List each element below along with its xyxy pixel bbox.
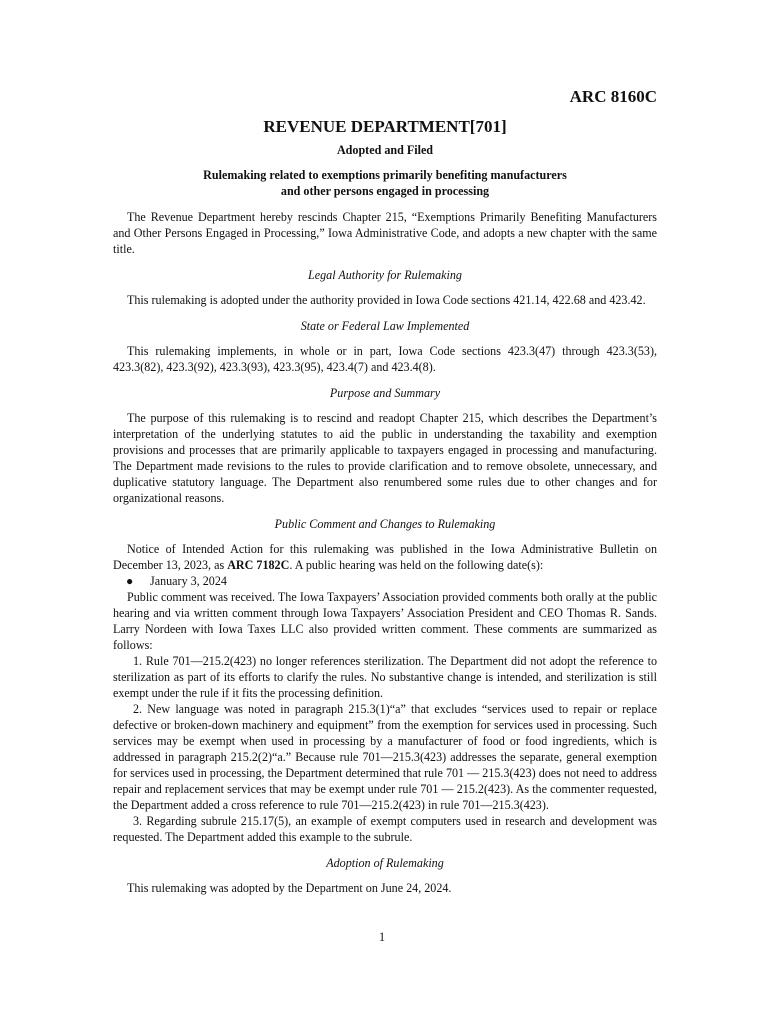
notice-arc-number: ARC 7182C <box>227 558 290 572</box>
law-implemented-text: This rulemaking implements, in whole or in part, Iowa Code sections 423.3(47) through 423.3(53), 423.3(82), 423.3(92), 423.3(93), 423.3(95), 423.4(7) and 423.4(8). <box>113 344 657 374</box>
notice-text-after: . A public hearing was held on the following date(s): <box>289 558 544 572</box>
notice-text-before: Notice of Intended Action for this rulemaking was published in the Iowa Administrative Bulletin on December 13, 2023, as <box>113 542 657 572</box>
hearing-date: January 3, 2024 <box>150 574 227 588</box>
department-title: REVENUE DEPARTMENT[701] <box>263 117 507 136</box>
status-line: Adopted and Filed <box>336 143 434 157</box>
arc-number: ARC 8160C <box>569 87 657 106</box>
comment-paragraph: Public comment was received. The Iowa Taxpayers’ Association provided comments both orally at the public hearing and via written comment through Iowa Taxpayers’ Association President and CEO Thomas R. Sands. Larry Nordeen with Iowa Taxes LLC also provided written comment. These comments are summarized as follows: <box>113 590 657 652</box>
legal-authority-heading: Legal Authority for Rulemaking <box>308 268 462 282</box>
comment-item-1: 1. Rule 701—215.2(423) no longer references sterilization. The Department did not adopt the reference to sterilization as part of its efforts to clarify the rules. No substantive change is intended, and sterilization is still exempt under the rule if it fits the processing definition. <box>113 654 657 700</box>
purpose-heading: Purpose and Summary <box>329 386 441 400</box>
rulemaking-subtitle <box>113 167 657 199</box>
subtitle-line-1: Rulemaking related to exemptions primarily benefiting manufacturers <box>203 168 567 182</box>
document-page <box>113 86 657 896</box>
public-comment-heading: Public Comment and Changes to Rulemaking <box>274 517 496 531</box>
law-implemented-heading: State or Federal Law Implemented <box>300 319 470 333</box>
adoption-text: This rulemaking was adopted by the Department on June 24, 2024. <box>127 881 452 895</box>
purpose-text: The purpose of this rulemaking is to rescind and readopt Chapter 215, which describes the Department’s interpretation of the underlying statutes to aid the public in understanding the taxability and exemption provisions and processes that are primarily applicable to taxpayers engaged in processing and manufacturing. The Department made revisions to the rules to provide clarification and to remove obsolete, unnecessary, and duplicative statutory language. The Department also renumbered some rules due to other changes and for organizational reasons. <box>113 411 657 505</box>
comment-item-3: 3. Regarding subrule 215.17(5), an example of exempt computers used in research and development was requested. The Department added this example to the subrule. <box>113 814 657 844</box>
hearing-date-item <box>126 573 657 589</box>
adoption-heading: Adoption of Rulemaking <box>326 856 444 870</box>
intro-paragraph: The Revenue Department hereby rescinds Chapter 215, “Exemptions Primarily Benefiting Manufacturers and Other Persons Engaged in Processing,” Iowa Administrative Code, and adopts a new chapter with the same title. <box>113 210 657 256</box>
legal-authority-text: This rulemaking is adopted under the authority provided in Iowa Code sections 421.14, 422.68 and 423.42. <box>127 293 646 307</box>
notice-paragraph <box>113 541 657 573</box>
bullet-icon: ● <box>126 574 134 588</box>
page-number: 1 <box>379 930 386 944</box>
comment-item-2: 2. New language was noted in paragraph 215.3(1)“a” that excludes “services used to repair or replace defective or broken-down machinery and equipment” from the exemption for services used in processing. Such services may be exempt when used in processing by a manufacturer of food or food ingredients, which is addressed in paragraph 215.2(2)“a.” Because rule 701—215.3(423) addresses the separate, general exemption for services used in processing, the Department determined that rule 701 — 215.3(423) does not need to address repair and replacement services that may be exempt under rule 701 — 215.2(423). As the commenter requested, the Department added a cross reference to rule 701—215.2(423) in rule 701—215.3(423). <box>113 702 657 812</box>
subtitle-line-2: and other persons engaged in processing <box>280 184 490 198</box>
